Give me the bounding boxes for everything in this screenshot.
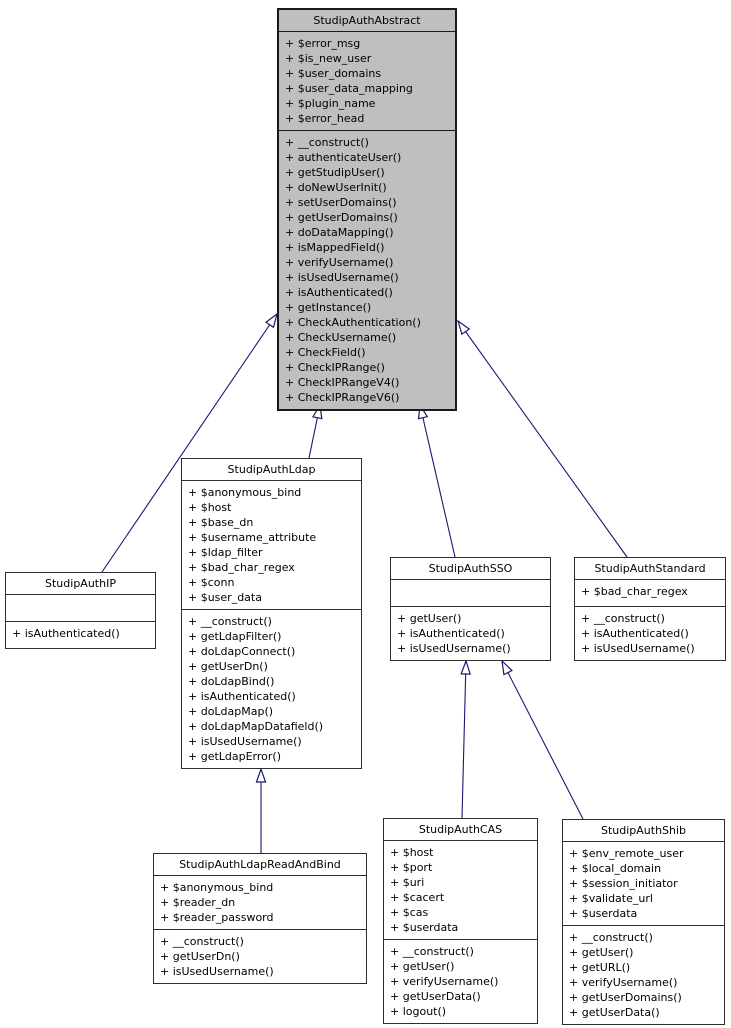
class-member: + isUsedUsername() [160, 965, 274, 978]
arrow-shib-to-sso [502, 661, 583, 819]
class-attributes [563, 842, 724, 926]
class-member: + $host [188, 501, 232, 514]
class-member: + $reader_dn [160, 896, 236, 909]
class-member: + verifyUsername() [390, 975, 499, 988]
class-member: + $user_data [188, 591, 262, 604]
class-member: + getInstance() [285, 301, 372, 314]
class-studipauthshib[interactable] [562, 819, 725, 1025]
class-member: + $is_new_user [285, 52, 372, 65]
class-member: + $host [390, 846, 434, 859]
arrow-cas-to-sso [462, 661, 466, 818]
class-member: + __construct() [188, 615, 272, 628]
class-member: + getUserDn() [160, 950, 240, 963]
class-attributes [182, 481, 361, 610]
arrow-ldap-to-abstract [309, 405, 320, 458]
class-member: + isAuthenticated() [285, 286, 393, 299]
class-title[interactable]: StudipAuthLdapReadAndBind [154, 854, 366, 876]
class-member: + CheckIPRange() [285, 361, 385, 374]
arrow-sso-to-abstract [420, 405, 455, 557]
class-member: + __construct() [160, 935, 244, 948]
class-attributes [279, 32, 455, 131]
class-member: + getUserDomains() [569, 991, 682, 1004]
class-studipauthldapreadandbind[interactable] [153, 853, 367, 984]
class-title[interactable]: StudipAuthStandard [575, 558, 725, 580]
class-member: + $bad_char_regex [188, 561, 295, 574]
class-member: + $anonymous_bind [160, 881, 274, 894]
class-member: + $base_dn [188, 516, 254, 529]
class-member: + __construct() [390, 945, 474, 958]
class-member: + $uri [390, 876, 425, 889]
class-attributes [384, 841, 537, 940]
class-studipauthcas[interactable] [383, 818, 538, 1024]
class-member: + getLdapFilter() [188, 630, 282, 643]
class-member: + getStudipUser() [285, 166, 385, 179]
class-methods [6, 622, 155, 648]
class-methods [154, 930, 366, 983]
class-attributes [391, 580, 550, 607]
class-methods [391, 607, 550, 660]
class-member: + $port [390, 861, 433, 874]
class-methods [279, 131, 455, 409]
class-member: + doLdapConnect() [188, 645, 296, 658]
class-methods [563, 926, 724, 1024]
class-member: + isAuthenticated() [397, 627, 505, 640]
class-title[interactable]: StudipAuthShib [563, 820, 724, 842]
class-studipauthstandard[interactable] [574, 557, 726, 661]
class-member: + $session_initiator [569, 877, 678, 890]
class-member: + doNewUserInit() [285, 181, 387, 194]
class-studipauthip[interactable] [5, 572, 156, 649]
class-member: + isUsedUsername() [188, 735, 302, 748]
class-member: + doLdapBind() [188, 675, 275, 688]
class-member: + $local_domain [569, 862, 662, 875]
class-member: + doDataMapping() [285, 226, 394, 239]
class-member: + doLdapMapDatafield() [188, 720, 324, 733]
class-member: + logout() [390, 1005, 447, 1018]
class-member: + CheckIPRangeV6() [285, 391, 400, 404]
class-member: + setUserDomains() [285, 196, 397, 209]
class-member: + getUser() [397, 612, 462, 625]
class-member: + $userdata [390, 921, 459, 934]
class-member: + isUsedUsername() [397, 642, 511, 655]
class-member: + CheckField() [285, 346, 366, 359]
arrow-standard-to-abstract [458, 321, 627, 557]
class-member: + isUsedUsername() [285, 271, 399, 284]
class-methods [182, 610, 361, 768]
class-attributes [575, 580, 725, 607]
class-member: + isAuthenticated() [188, 690, 296, 703]
class-member: + __construct() [569, 931, 653, 944]
class-member: + CheckUsername() [285, 331, 397, 344]
class-member: + $conn [188, 576, 235, 589]
class-member: + isUsedUsername() [581, 642, 695, 655]
class-member: + $userdata [569, 907, 638, 920]
class-member: + isMappedField() [285, 241, 385, 254]
class-member: + getUserDomains() [285, 211, 398, 224]
class-member: + $env_remote_user [569, 847, 684, 860]
class-member: + getLdapError() [188, 750, 282, 763]
class-title[interactable]: StudipAuthLdap [182, 459, 361, 481]
class-member: + $bad_char_regex [581, 585, 688, 598]
class-member: + getUserDn() [188, 660, 268, 673]
class-attributes [154, 876, 366, 930]
class-methods [575, 607, 725, 660]
class-member: + $plugin_name [285, 97, 376, 110]
class-title[interactable]: StudipAuthCAS [384, 819, 537, 841]
class-title[interactable]: StudipAuthAbstract [279, 10, 455, 32]
class-member: + $anonymous_bind [188, 486, 302, 499]
class-member: + isAuthenticated() [12, 627, 120, 640]
class-member: + $cacert [390, 891, 445, 904]
class-member: + $ldap_filter [188, 546, 263, 559]
class-member: + doLdapMap() [188, 705, 274, 718]
class-member: + authenticateUser() [285, 151, 402, 164]
class-member: + isAuthenticated() [581, 627, 689, 640]
class-member: + $error_msg [285, 37, 361, 50]
class-member: + getURL() [569, 961, 631, 974]
class-studipauthabstract[interactable] [277, 8, 457, 411]
class-title[interactable]: StudipAuthSSO [391, 558, 550, 580]
class-member: + CheckAuthentication() [285, 316, 421, 329]
class-member: + $user_data_mapping [285, 82, 413, 95]
class-member: + getUserData() [569, 1006, 660, 1019]
class-member: + getUserData() [390, 990, 481, 1003]
class-member: + getUser() [390, 960, 455, 973]
class-member: + verifyUsername() [569, 976, 678, 989]
class-methods [384, 940, 537, 1023]
class-member: + $cas [390, 906, 429, 919]
class-member: + $username_attribute [188, 531, 317, 544]
class-member: + $user_domains [285, 67, 382, 80]
class-member: + verifyUsername() [285, 256, 394, 269]
class-member: + $error_head [285, 112, 365, 125]
class-member: + getUser() [569, 946, 634, 959]
class-member: + __construct() [285, 136, 369, 149]
class-attributes [6, 595, 155, 622]
class-title[interactable]: StudipAuthIP [6, 573, 155, 595]
class-studipauthsso[interactable] [390, 557, 551, 661]
class-member: + $reader_password [160, 911, 274, 924]
class-studipauthldap[interactable] [181, 458, 362, 769]
class-member: + $validate_url [569, 892, 653, 905]
class-member: + CheckIPRangeV4() [285, 376, 400, 389]
class-member: + __construct() [581, 612, 665, 625]
